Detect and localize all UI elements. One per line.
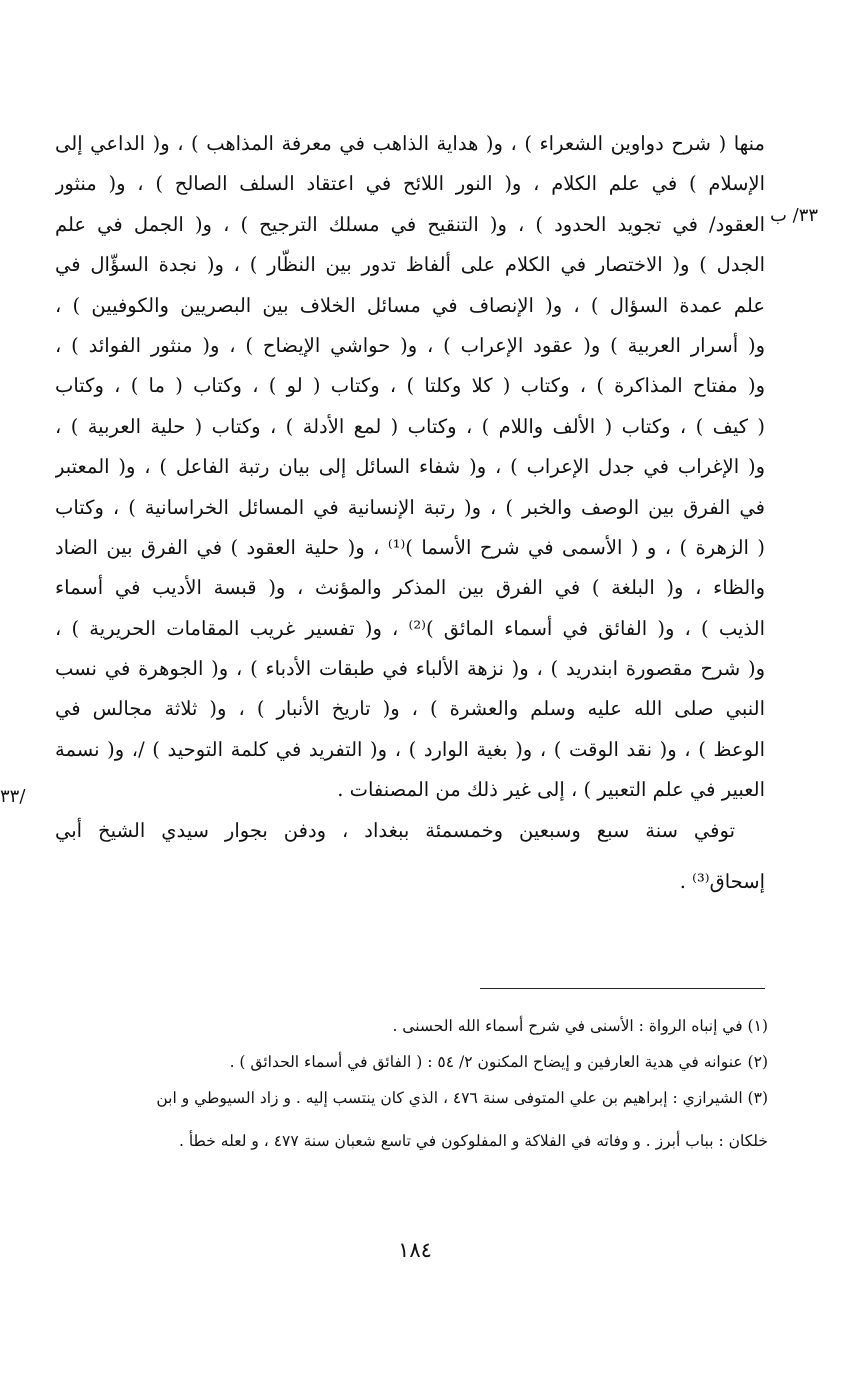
footnotes bbox=[80, 1008, 768, 1159]
footnote: خلكان : بباب أبرز . و وفاته في الفلاكة و المفلوكون في تاسع شعبان سنة ٤٧٧ ، و لعله خطأ . bbox=[178, 1132, 768, 1150]
text-line: والظاء ، و( البلغة ) في الفرق بين المذكر والمؤنث ، و( قبسة الأديب في أسماء bbox=[55, 576, 765, 600]
footnote: (٢) عنوانه في هدية العارفين و إيضاح المكنون ٢/ ٥٤ : ( الفائق في أسماء الحدائق ) . bbox=[229, 1053, 768, 1071]
text-line: النبي صلى الله عليه وسلم والعشرة ) ، و( تاريخ الأنبار ) ، و( ثلاثة مجالس في bbox=[55, 697, 765, 721]
footnote-separator bbox=[480, 988, 765, 989]
footnote: (١) في إنباه الرواة : الأسنى في شرح أسماء الله الحسنى . bbox=[392, 1017, 768, 1035]
text-line: إسحاق⁽³⁾ . bbox=[679, 870, 765, 894]
text-line: ( الزهرة ) ، و ( الأسمى في شرح الأسما )⁽¹⁾ ، و( حلية العقود ) في الفرق بين الضاد bbox=[55, 535, 765, 559]
main-text bbox=[55, 124, 765, 909]
text-line: و( الإغراب في جدل الإعراب ) ، و( شفاء السائل إلى بيان رتبة الفاعل ) ، و( المعتبر bbox=[55, 455, 765, 479]
text-line: الذيب ) ، و( الفائق في أسماء المائق )⁽²⁾ ، و( تفسير غريب المقامات الحريرية ) ، bbox=[55, 616, 765, 640]
text-line: ( كيف ) ، وكتاب ( الألف واللام ) ، وكتاب ( لمع الأدلة ) ، وكتاب ( حلية العربية ) ، bbox=[55, 414, 765, 438]
text-line: الوعظ ) ، و( نقد الوقت ) ، و( بغية الوارد ) ، و( التفريد في كلمة التوحيد ) /، و( نسمة bbox=[55, 737, 765, 761]
text-line: توفي سنة سبع وسبعين وخمسمئة ببغداد ، ودفن بجوار سيدي الشيخ أبي bbox=[55, 818, 735, 842]
margin-folio-marker: ٣٣/ bbox=[0, 786, 26, 807]
margin-folio-marker: ٣٣/ ب bbox=[770, 205, 819, 226]
text-line: العقود/ في تجويد الحدود ) ، و( التنقيح في مسلك الترجيح ) ، و( الجمل في علم bbox=[55, 212, 765, 236]
text-line: الإسلام ) في علم الكلام ، و( النور اللائح في اعتقاد السلف الصالح ) ، و( منثور bbox=[55, 172, 765, 196]
text-line: منها ( شرح دواوين الشعراء ) ، و( هداية الذاهب في معرفة المذاهب ) ، و( الداعي إلى bbox=[55, 132, 765, 155]
text-line: علم عمدة السؤال ) ، و( الإنصاف في مسائل الخلاف بين البصريين والكوفيين ) ، bbox=[55, 293, 765, 317]
text-line: و( أسرار العربية ) و( عقود الإعراب ) ، و( حواشي الإيضاح ) ، و( منثور الفوائد ) ، bbox=[55, 333, 765, 357]
page-number: ١٨٤ bbox=[398, 1238, 432, 1262]
footnote: (٣) الشيرازي : إبراهيم بن علي المتوفى سنة ٤٧٦ ، الذي كان ينتسب إليه . و زاد السيوطي و ابن bbox=[156, 1089, 768, 1107]
text-line: في الفرق بين الوصف والخبر ) ، و( رتبة الإنسانية في المسائل الخراسانية ) ، وكتاب bbox=[55, 495, 765, 519]
text-line: و( مفتاح المذاكرة ) ، وكتاب ( كلا وكلتا ) ، وكتاب ( لو ) ، وكتاب ( ما ) ، وكتاب bbox=[55, 374, 765, 398]
text-line: و( شرح مقصورة ابندريد ) ، و( نزهة الألباء في طبقات الأدباء ) ، و( الجوهرة في نسب bbox=[55, 657, 765, 681]
text-line: العبير في علم التعبير ) ، إلى غير ذلك من المصنفات . bbox=[337, 778, 765, 802]
text-line: الجدل ) و( الاختصار في الكلام على ألفاظ تدور بين النظّار ) ، و( نجدة السؤّال في bbox=[55, 253, 765, 277]
